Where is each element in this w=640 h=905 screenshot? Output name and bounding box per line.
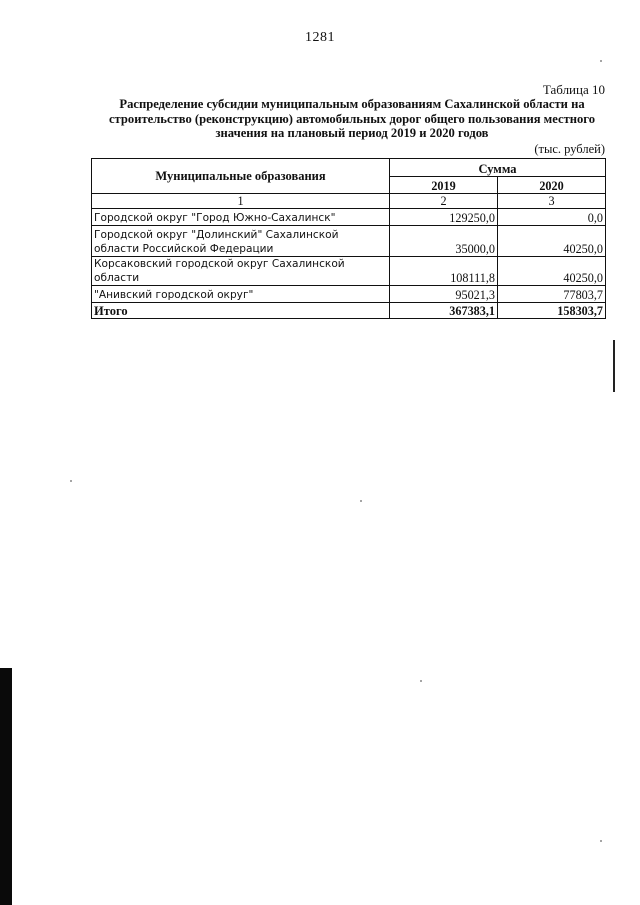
header-municipalities: Муниципальные образования — [92, 159, 390, 194]
municipality-name: Городской округ "Долинский" Сахалинской области Российской Федерации — [92, 226, 390, 257]
total-row — [92, 303, 606, 319]
municipality-name: "Анивский городской округ" — [92, 286, 390, 303]
units-label: (тыс. рублей) — [534, 142, 605, 156]
amount-2019: 129250,0 — [390, 209, 498, 226]
index-row — [92, 194, 606, 209]
table-row — [92, 226, 606, 257]
header-year-2019: 2019 — [390, 177, 498, 194]
municipality-name: Городской округ "Город Южно-Сахалинск" — [92, 209, 390, 226]
amount-2019: 108111,8 — [390, 257, 498, 286]
amount-2020: 77803,7 — [498, 286, 606, 303]
scan-edge-shadow — [0, 668, 12, 905]
scan-speck — [360, 500, 362, 502]
page-number: 1281 — [305, 30, 335, 45]
total-label: Итого — [92, 303, 390, 319]
total-2020: 158303,7 — [498, 303, 606, 319]
table-row — [92, 209, 606, 226]
table-row — [92, 257, 606, 286]
amount-2020: 40250,0 — [498, 257, 606, 286]
scan-speck — [420, 680, 422, 682]
municipality-name: Корсаковский городской округ Сахалинской области — [92, 257, 390, 286]
subsidy-table — [91, 158, 606, 319]
header-row — [92, 159, 606, 177]
index-cell: 2 — [390, 194, 498, 209]
total-2019: 367383,1 — [390, 303, 498, 319]
table-number: Таблица 10 — [542, 82, 605, 97]
amount-2020: 0,0 — [498, 209, 606, 226]
scan-mark-line — [613, 340, 615, 392]
document-title: Распределение субсидии муниципальным образованиям Сахалинской области на строительство (реконструкцию) автомобильных дорог общего пользования местного значения на плановый период 2019 и 2020 годов — [108, 97, 596, 140]
index-cell: 1 — [92, 194, 390, 209]
amount-2020: 40250,0 — [498, 226, 606, 257]
header-sum: Сумма — [390, 159, 606, 177]
scan-speck — [600, 840, 602, 842]
header-year-2020: 2020 — [498, 177, 606, 194]
table-row — [92, 286, 606, 303]
scan-speck — [70, 480, 72, 482]
index-cell: 3 — [498, 194, 606, 209]
amount-2019: 35000,0 — [390, 226, 498, 257]
amount-2019: 95021,3 — [390, 286, 498, 303]
scan-speck — [600, 60, 602, 62]
